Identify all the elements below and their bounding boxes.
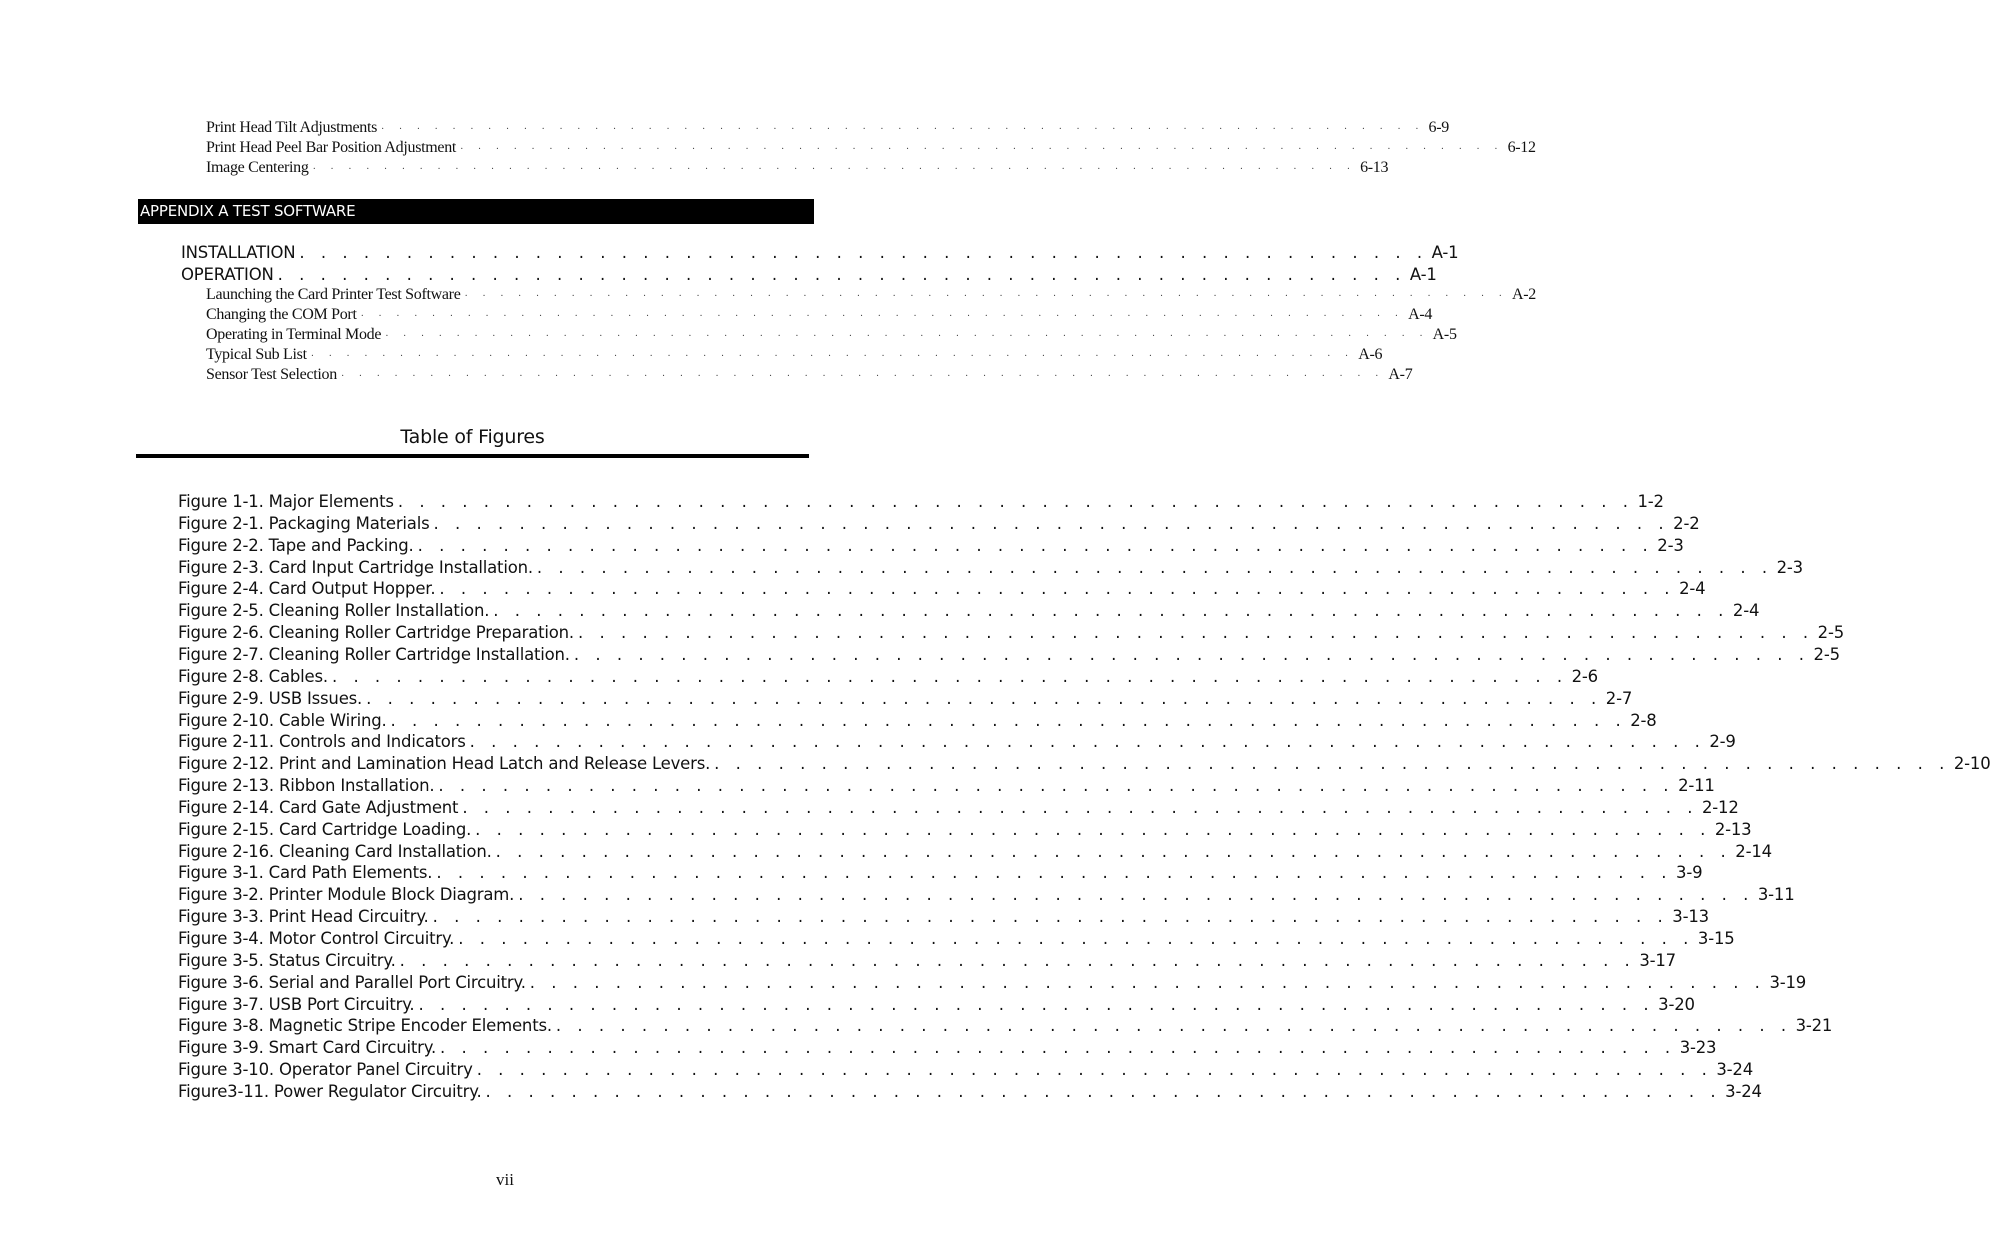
toc-entry-page: A-5 [1432, 326, 1457, 343]
figure-entry-page: 1-2 [1637, 492, 1664, 511]
dot-leader: . . . . . . . . . . . . . . . . . . . . . . . . . . . . . . . . . . . . . . . . . . . . . . . . . . . . . . . . . . [555, 1016, 1792, 1036]
dot-leader: · · · · · · · · · · · · · · · · · · · · · · · · · · · · · · · · · · · · · · · · · · · · · · · · · · · · · · · · · · · [312, 164, 1357, 175]
figure-entry[interactable] [178, 557, 1803, 580]
toc-entry-title: Changing the COM Port [206, 306, 357, 323]
figure-entry[interactable] [178, 1016, 1833, 1038]
dot-leader: . . . . . . . . . . . . . . . . . . . . . . . . . . . . . . . . . . . . . . . . . . . . . . . . . . . . . . . . . . [439, 579, 1676, 599]
dot-leader: . . . . . . . . . . . . . . . . . . . . . . . . . . . . . . . . . . . . . . . . . . . . . . . . . . . . . . . . . . [390, 710, 1627, 730]
figure-entry-page: 3-21 [1795, 1016, 1833, 1036]
figure-entry-page: 3-20 [1658, 994, 1695, 1014]
dot-leader: . . . . . . . . . . . . . . . . . . . . . . . . . . . . . . . . . . . . . . . . . . . . . . . . . . . . . . . . . . [495, 841, 1732, 861]
figure-entry-title: Figure 2-3. Card Input Cartridge Installation. [178, 557, 533, 577]
dot-leader: . . . . . . . . . . . . . . . . . . . . . . . . . . . . . . . . . . . . . . . . . . . . . . . . . . . . . . . . . . [440, 1038, 1676, 1058]
toc-entry-page: 6-12 [1507, 139, 1536, 156]
figure-entry-title: Figure 3-2. Printer Module Block Diagram. [178, 885, 515, 905]
figure-entry[interactable] [178, 732, 1736, 754]
toc-entry-title: Image Centering [206, 159, 309, 176]
figure-entry[interactable] [178, 579, 1706, 601]
figure-entry-title: Figure 2-11. Controls and Indicators [178, 732, 466, 752]
toc-entry-page: 6-9 [1428, 119, 1449, 136]
dot-leader: . . . . . . . . . . . . . . . . . . . . . . . . . . . . . . . . . . . . . . . . . . . . . . . . . . . . . . . . . . [485, 1081, 1722, 1101]
figure-entry[interactable] [178, 1081, 1762, 1104]
toc-entry-page: A-7 [1388, 366, 1413, 383]
figure-entry-page: 3-17 [1639, 950, 1676, 970]
toc-entry-page: A-2 [1512, 286, 1536, 303]
figure-entry-title: Figure 1-1. Major Elements [178, 492, 394, 511]
figure-entry-page: 3-9 [1676, 863, 1703, 883]
dot-leader: . . . . . . . . . . . . . . . . . . . . . . . . . . . . . . . . . . . . . . . . . . . . . . . . . . . . . . . . . . [331, 666, 1568, 686]
dot-leader: . . . . . . . . . . . . . . . . . . . . . . . . . . . . . . . . . . . . . . . . . . . . . . . . . . . . . . . . . . [573, 644, 1810, 664]
figure-entry-page: 3-13 [1672, 907, 1709, 927]
figure-entry-title: Figure 2-5. Cleaning Roller Installation. [178, 601, 490, 621]
figure-entry[interactable] [178, 972, 1807, 995]
toc-entry[interactable] [206, 346, 1383, 366]
figure-entry[interactable] [178, 623, 1845, 645]
dot-leader: . . . . . . . . . . . . . . . . . . . . . . . . . . . . . . . . . . . . . . . . . . . . . . . . . . . . . . . . . . [493, 601, 1729, 621]
toc-entry-title: Typical Sub List [206, 346, 307, 363]
dot-leader: . . . . . . . . . . . . . . . . . . . . . . . . . . . . . . . . . . . . . . . . . . . . . . . . . . . . . [299, 243, 1428, 262]
figure-entry-page: 2-6 [1571, 666, 1598, 686]
figure-entry[interactable] [178, 994, 1695, 1017]
figure-entry-page: 3-24 [1725, 1081, 1762, 1101]
figure-entry[interactable] [178, 601, 1760, 623]
dot-leader: . . . . . . . . . . . . . . . . . . . . . . . . . . . . . . . . . . . . . . . . . . . . . . . . . . . . . . . . . . [418, 994, 1655, 1014]
toc-entry-title: Print Head Peel Bar Position Adjustment [206, 139, 457, 156]
figure-entry[interactable] [178, 754, 1991, 776]
toc-entry-title: Launching the Card Printer Test Software [206, 286, 461, 303]
figure-entry-page: 3-11 [1757, 885, 1795, 905]
dot-leader: · · · · · · · · · · · · · · · · · · · · · · · · · · · · · · · · · · · · · · · · · · · · · · · · · · · · · · · · · · · [340, 371, 1385, 382]
dot-leader: · · · · · · · · · · · · · · · · · · · · · · · · · · · · · · · · · · · · · · · · · · · · · · · · · · · · · · · · · · · [360, 311, 1405, 322]
toc-entry[interactable] [206, 139, 1536, 159]
figure-entry-title: Figure 3-1. Card Path Elements. [178, 863, 433, 883]
toc-entry[interactable] [206, 366, 1413, 386]
dot-leader: . . . . . . . . . . . . . . . . . . . . . . . . . . . . . . . . . . . . . . . . . . . . . . . . . . . . . . . . . . [433, 513, 1670, 533]
figure-entry-title: Figure 3-7. USB Port Circuitry. [178, 994, 415, 1014]
figure-entry-title: Figure 2-7. Cleaning Roller Cartridge Installation. [178, 644, 570, 664]
figure-entry-title: Figure 3-8. Magnetic Stripe Encoder Elements. [178, 1016, 552, 1036]
dot-leader: · · · · · · · · · · · · · · · · · · · · · · · · · · · · · · · · · · · · · · · · · · · · · · · · · · · · · · · · · · · [385, 331, 1429, 342]
figure-entry-title: Figure 3-5. Status Circuitry. [178, 950, 396, 970]
figure-entry-page: 3-24 [1716, 1060, 1754, 1080]
dot-leader: . . . . . . . . . . . . . . . . . . . . . . . . . . . . . . . . . . . . . . . . . . . . . . . . . . . . . . . . . . [518, 885, 1754, 905]
dot-leader: . . . . . . . . . . . . . . . . . . . . . . . . . . . . . . . . . . . . . . . . . . . . . . . . . . . . . . . . . . [432, 907, 1669, 927]
appendix-heading-bar: APPENDIX A TEST SOFTWARE [138, 199, 814, 224]
dot-leader: . . . . . . . . . . . . . . . . . . . . . . . . . . . . . . . . . . . . . . . . . . . . . . . . . . . . . . . . . . [366, 688, 1602, 708]
figure-entry-page: 3-23 [1679, 1038, 1717, 1058]
toc-entry-page: A-1 [1431, 243, 1459, 262]
figure-entry-page: 2-3 [1776, 557, 1803, 577]
figure-entry[interactable] [178, 492, 1664, 514]
figure-entry-title: Figure 2-14. Card Gate Adjustment [178, 797, 459, 817]
figure-entry-title: Figure 2-8. Cables. [178, 666, 328, 686]
figure-entry-title: Figure 3-3. Print Head Circuitry. [178, 907, 429, 927]
toc-entry[interactable] [206, 286, 1536, 306]
figure-entry[interactable] [178, 841, 1772, 864]
figure-entry-title: Figure3-11. Power Regulator Circuitry. [178, 1081, 482, 1101]
dot-leader: · · · · · · · · · · · · · · · · · · · · · · · · · · · · · · · · · · · · · · · · · · · · · · · · · · · · · · · · · · · [460, 144, 1504, 155]
dot-leader: . . . . . . . . . . . . . . . . . . . . . . . . . . . . . . . . . . . . . . . . . . . . . . . . . . . . . . . . . . [714, 754, 1950, 774]
figure-entry-title: Figure 2-1. Packaging Materials [178, 513, 430, 533]
figure-entry-page: 2-4 [1732, 601, 1760, 621]
figure-entry-page: 2-2 [1673, 513, 1700, 533]
dot-leader: . . . . . . . . . . . . . . . . . . . . . . . . . . . . . . . . . . . . . . . . . . . . . . . . . . . . . . . . . . [476, 1060, 1713, 1080]
figure-entry[interactable] [178, 885, 1795, 907]
figure-entry-page: 2-3 [1657, 535, 1684, 555]
figure-entry-title: Figure 2-13. Ribbon Installation. [178, 776, 435, 796]
figure-entry[interactable] [178, 644, 1840, 667]
dot-leader: . . . . . . . . . . . . . . . . . . . . . . . . . . . . . . . . . . . . . . . . . . . . . . . . . . . . . . . . . . [397, 492, 1634, 511]
figure-entry-title: Figure 3-10. Operator Panel Circuitry [178, 1060, 473, 1080]
figure-entry-title: Figure 2-10. Cable Wiring. [178, 710, 387, 730]
figure-entry-page: 2-4 [1679, 579, 1706, 599]
figure-entry-page: 2-14 [1735, 841, 1772, 861]
toc-entry-page: A-4 [1408, 306, 1433, 323]
figure-entry-page: 2-5 [1817, 623, 1845, 643]
figure-entry-title: Figure 2-6. Cleaning Roller Cartridge Preparation. [178, 623, 574, 643]
figure-entry[interactable] [178, 710, 1657, 733]
dot-leader: . . . . . . . . . . . . . . . . . . . . . . . . . . . . . . . . . . . . . . . . . . . . . . . . . . . . . . . . . . [475, 819, 1711, 839]
figure-entry-title: Figure 2-9. USB Issues. [178, 688, 363, 708]
dot-leader: · · · · · · · · · · · · · · · · · · · · · · · · · · · · · · · · · · · · · · · · · · · · · · · · · · · · · · · · · · · [464, 291, 1509, 302]
figure-entry-title: Figure 3-9. Smart Card Circuitry. [178, 1038, 437, 1058]
toc-entry[interactable] [206, 119, 1449, 139]
figure-entry-page: 3-19 [1769, 972, 1807, 992]
figure-entry[interactable] [178, 863, 1703, 885]
dot-leader: . . . . . . . . . . . . . . . . . . . . . . . . . . . . . . . . . . . . . . . . . . . . . . . . . . . . . . . . . . [417, 535, 1654, 555]
figure-entry-title: Figure 2-4. Card Output Hopper. [178, 579, 436, 599]
dot-leader: . . . . . . . . . . . . . . . . . . . . . . . . . . . . . . . . . . . . . . . . . . . . . . . . . . . . . . . . . . [577, 623, 1814, 643]
figure-entry[interactable] [178, 907, 1709, 929]
figure-entry-title: Figure 2-16. Cleaning Card Installation. [178, 841, 492, 861]
toc-entry-page: A-1 [1409, 265, 1437, 284]
figure-entry-title: Figure 3-4. Motor Control Circuitry. [178, 929, 455, 948]
toc-entry-title: Print Head Tilt Adjustments [206, 119, 378, 136]
figure-entry-page: 2-11 [1678, 776, 1715, 796]
dot-leader: . . . . . . . . . . . . . . . . . . . . . . . . . . . . . . . . . . . . . . . . . . . . . . . . . . . . . [277, 265, 1406, 284]
dot-leader: . . . . . . . . . . . . . . . . . . . . . . . . . . . . . . . . . . . . . . . . . . . . . . . . . . . . . . . . . . [399, 950, 1636, 970]
figure-entry[interactable] [178, 797, 1739, 820]
figure-entry-page: 2-7 [1605, 688, 1633, 708]
figure-entry-title: Figure 2-2. Tape and Packing. [178, 535, 414, 555]
toc-entry[interactable] [206, 306, 1433, 326]
dot-leader: . . . . . . . . . . . . . . . . . . . . . . . . . . . . . . . . . . . . . . . . . . . . . . . . . . . . . . . . . . [469, 732, 1706, 752]
figure-entry-page: 3-15 [1697, 929, 1735, 948]
toc-entry-title: Sensor Test Selection [206, 366, 337, 383]
figures-heading: Table of Figures [400, 426, 545, 448]
figure-entry-title: Figure 2-12. Print and Lamination Head Latch and Release Levers. [178, 754, 711, 774]
figure-entry[interactable] [178, 688, 1633, 711]
figure-entry-page: 2-10 [1953, 754, 1991, 774]
toc-entry-title: Operating in Terminal Mode [206, 326, 382, 343]
toc-entry[interactable] [206, 326, 1457, 346]
toc-entry[interactable] [181, 243, 1459, 265]
figure-entry[interactable] [178, 666, 1598, 689]
figure-entry[interactable] [178, 513, 1700, 536]
figure-entry-page: 2-5 [1813, 644, 1840, 664]
dot-leader: . . . . . . . . . . . . . . . . . . . . . . . . . . . . . . . . . . . . . . . . . . . . . . . . . . . . . . . . . . [462, 797, 1698, 817]
dot-leader: · · · · · · · · · · · · · · · · · · · · · · · · · · · · · · · · · · · · · · · · · · · · · · · · · · · · · · · · · · · [381, 124, 1425, 135]
dot-leader: . . . . . . . . . . . . . . . . . . . . . . . . . . . . . . . . . . . . . . . . . . . . . . . . . . . . . . . . . . [458, 929, 1694, 948]
figure-entry[interactable] [178, 1060, 1754, 1082]
figure-entry-page: 2-12 [1701, 797, 1739, 817]
figure-entry[interactable] [178, 819, 1752, 842]
figures-heading-rule [136, 454, 809, 458]
dot-leader: . . . . . . . . . . . . . . . . . . . . . . . . . . . . . . . . . . . . . . . . . . . . . . . . . . . . . . . . . . [436, 863, 1673, 883]
toc-entry-title: OPERATION [181, 265, 274, 284]
toc-entry-page: A-6 [1358, 346, 1383, 363]
figure-entry[interactable] [178, 535, 1684, 558]
figure-entry[interactable] [178, 950, 1676, 973]
page-number: vii [496, 1170, 514, 1189]
figure-entry[interactable] [178, 776, 1715, 798]
figure-entry-title: Figure 2-15. Card Cartridge Loading. [178, 819, 472, 839]
dot-leader: · · · · · · · · · · · · · · · · · · · · · · · · · · · · · · · · · · · · · · · · · · · · · · · · · · · · · · · · · · · [310, 351, 1355, 362]
dot-leader: . . . . . . . . . . . . . . . . . . . . . . . . . . . . . . . . . . . . . . . . . . . . . . . . . . . . . . . . . . [536, 557, 1773, 577]
toc-entry-title: INSTALLATION [181, 243, 296, 262]
toc-entry-page: 6-13 [1360, 159, 1389, 176]
figure-entry-page: 2-13 [1714, 819, 1752, 839]
figure-entry[interactable] [178, 1038, 1717, 1060]
figure-entry-title: Figure 3-6. Serial and Parallel Port Circuitry. [178, 972, 526, 992]
dot-leader: . . . . . . . . . . . . . . . . . . . . . . . . . . . . . . . . . . . . . . . . . . . . . . . . . . . . . . . . . . [529, 972, 1766, 992]
figure-entry[interactable] [178, 929, 1735, 951]
toc-entry[interactable] [206, 159, 1389, 179]
dot-leader: . . . . . . . . . . . . . . . . . . . . . . . . . . . . . . . . . . . . . . . . . . . . . . . . . . . . . . . . . . [438, 776, 1675, 796]
figure-entry-page: 2-8 [1630, 710, 1657, 730]
toc-entry[interactable] [181, 265, 1437, 287]
figure-entry-page: 2-9 [1709, 732, 1736, 752]
